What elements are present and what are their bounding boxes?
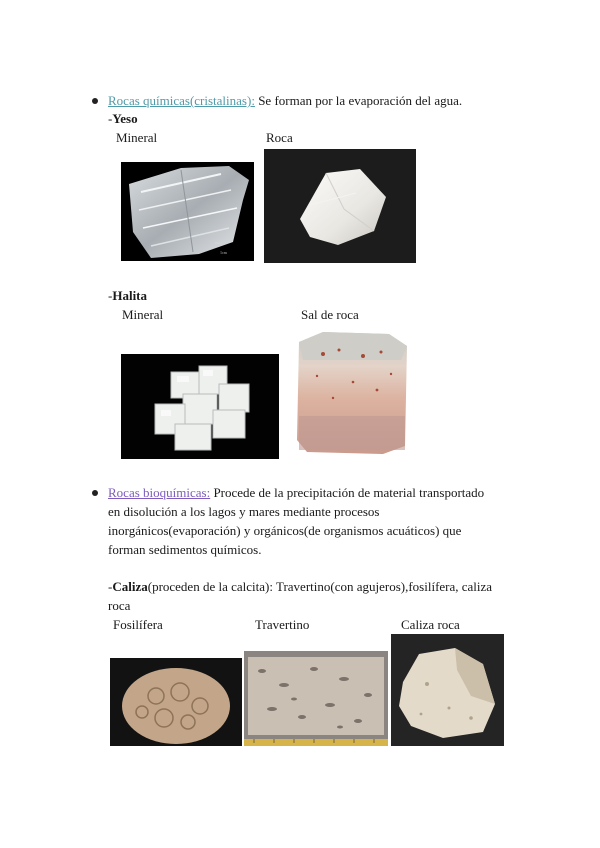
caliza-desc-line2: roca: [108, 598, 131, 613]
caliza-roca-label: Caliza roca: [401, 617, 460, 632]
bullet-section2: [92, 490, 98, 496]
section2-line4: forman sedimentos químicos.: [108, 542, 262, 557]
rocas-bioquimicas-link[interactable]: Rocas bioquímicas:: [108, 485, 211, 500]
yeso-heading: -Yeso: [108, 111, 138, 126]
section1-text: Se forman por la evaporación del agua.: [254, 93, 463, 108]
halita-mineral-image: [121, 354, 279, 459]
section2-line3: inorgánicos(evaporación) y orgánicos(de organismos acuáticos) que: [108, 523, 462, 538]
sal-de-roca-image: [293, 330, 410, 456]
travertino-image: [244, 651, 388, 746]
halita-roca-label: Sal de roca: [301, 307, 359, 322]
fosilifera-label: Fosilífera: [113, 617, 163, 632]
fosilifera-image: [110, 658, 242, 746]
halita-mineral-label: Mineral: [122, 307, 164, 322]
halita-title: Halita: [112, 288, 148, 303]
caliza-heading: -Caliza(proceden de la calcita): Travertino(con agujeros),fosilífera, caliza: [108, 579, 493, 594]
yeso-title: Yeso: [112, 111, 138, 126]
yeso-mineral-image: [121, 162, 254, 261]
yeso-mineral-label: Mineral: [116, 130, 158, 145]
halita-heading: -Halita: [108, 288, 148, 303]
yeso-roca-image: [264, 149, 416, 263]
section2-line1: Rocas bioquímicas: Procede de la precipitación de material transportado: [108, 485, 485, 500]
travertino-label: Travertino: [255, 617, 310, 632]
yeso-roca-label: Roca: [266, 130, 293, 145]
caliza-roca-image: [391, 634, 504, 746]
rocas-quimicas-link[interactable]: Rocas químicas(cristalinas):: [108, 93, 255, 108]
section1-line: [108, 91, 462, 110]
bullet-section1: [92, 98, 98, 104]
caliza-title: Caliza: [112, 579, 148, 594]
svg-text:1cm: 1cm: [220, 250, 227, 255]
section2-line2: en disolución a los lagos y mares mediante procesos: [108, 504, 380, 519]
